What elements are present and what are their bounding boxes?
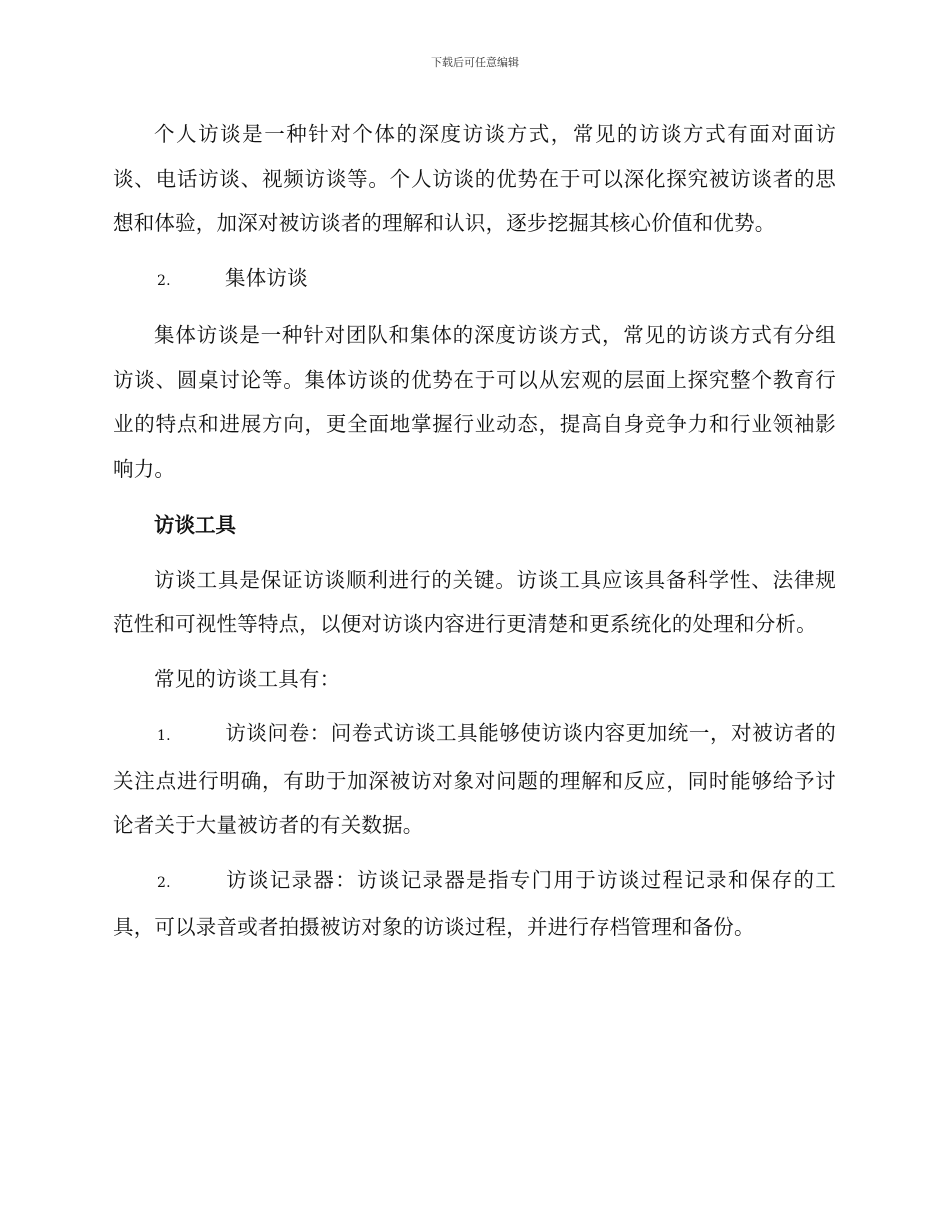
list-item-questionnaire [113,711,836,848]
list-item-text: 访谈记录器：访谈记录器是指专门用于访谈过程记录和保存的工具，可以录音或者拍摄被访对象的访谈过程，并进行存档管理和备份。 [113,867,836,939]
list-item-text: 访谈问卷：问卷式访谈工具能够使访谈内容更加统一，对被访者的关注点进行明确，有助于加深被访对象对问题的理解和反应，同时能够给予讨论者关于大量被访者的有关数据。 [113,721,836,837]
list-number: 2. [157,874,171,891]
paragraph-common-tools: 常见的访谈工具有： [154,666,341,691]
list-number: 1. [157,728,171,744]
list-number: 2. [157,272,171,289]
paragraph-individual-interview: 个人访谈是一种针对个体的深度访谈方式，常见的访谈方式有面对面访谈、电话访谈、视频访谈等。个人访谈的优势在于可以深化探究被访谈者的思想和体验，加深对被访谈者的理解和认识，逐步挖掘其核心价值和优势。 [113,122,836,235]
document-body [113,112,836,950]
section-heading-tools: 访谈工具 [154,513,236,537]
list-item-group-interview [113,256,836,304]
list-item-recorder [113,858,836,950]
list-item-title: 集体访谈 [225,265,308,290]
paragraph-group-interview: 集体访谈是一种针对团队和集体的深度访谈方式，常见的访谈方式有分组访谈、圆桌讨论等。集体访谈的优势在于可以从宏观的层面上探究整个教育行业的特点和进展方向，更全面地掌握行业动态，提高自身竞争力和行业领袖影响力。 [113,323,836,481]
paragraph-tools-intro: 访谈工具是保证访谈顺利进行的关键。访谈工具应该具备科学性、法律规范性和可视性等特点，以便对访谈内容进行更清楚和更系统化的处理和分析。 [113,567,836,636]
page-header: 下载后可任意编辑 [431,56,519,69]
